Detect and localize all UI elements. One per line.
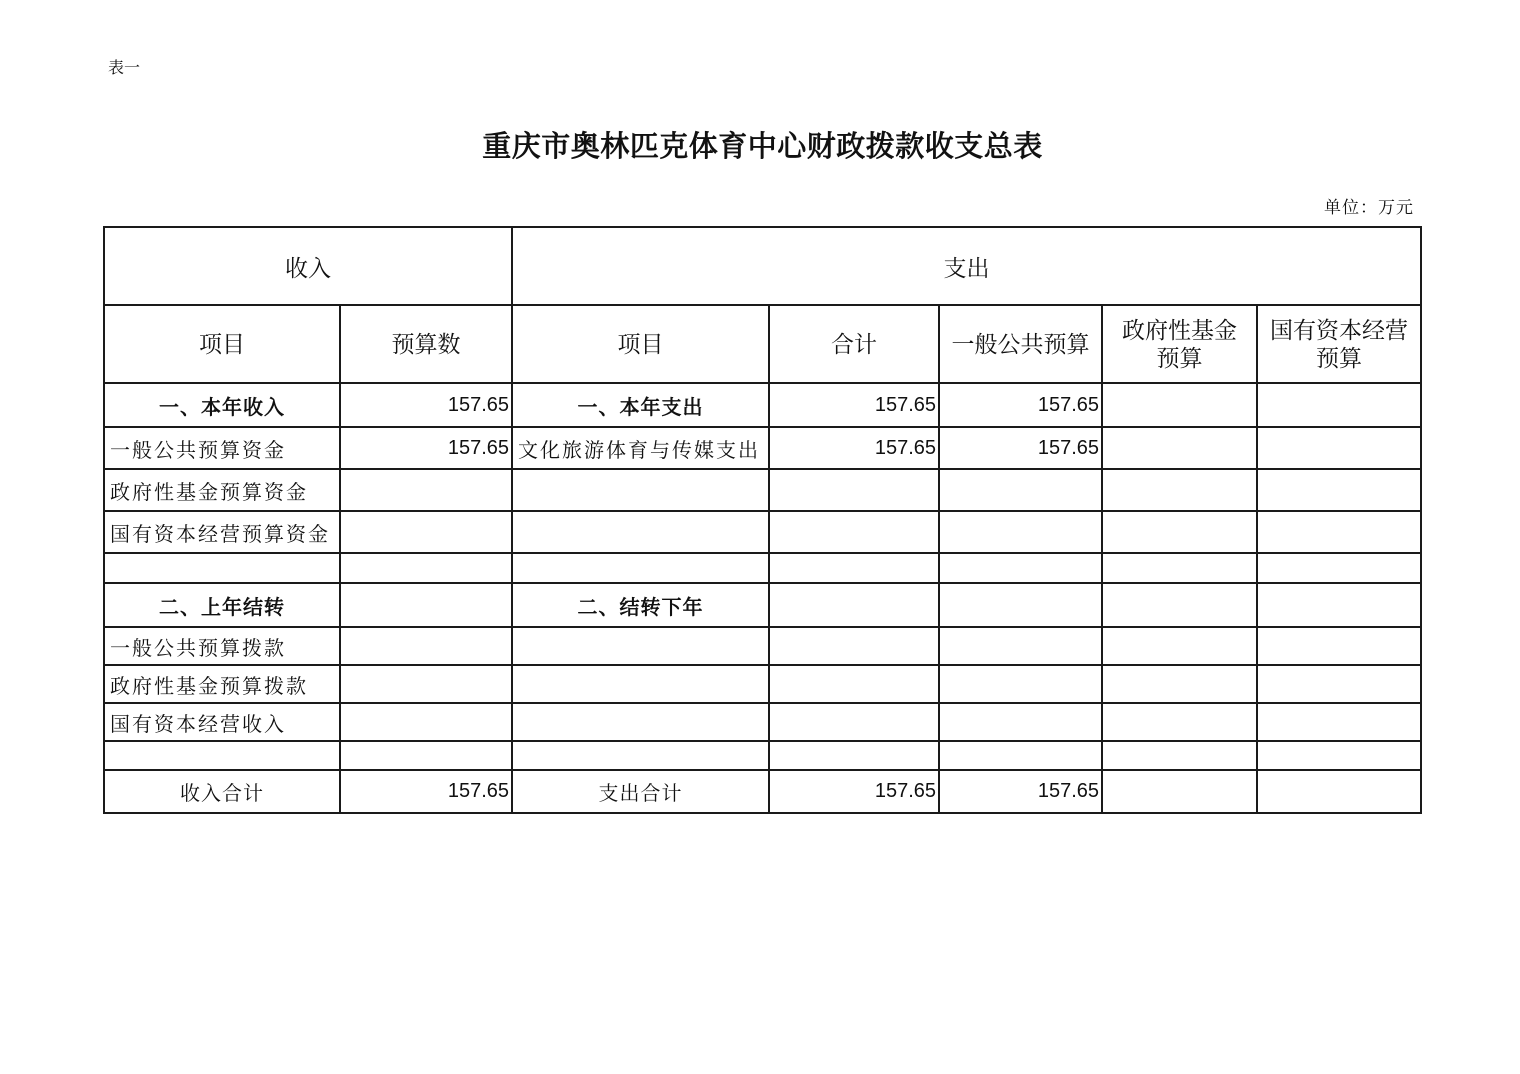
- income-group-header: 收入: [104, 227, 512, 305]
- table-row: 一、本年收入 157.65 一、本年支出 157.65 157.65: [104, 383, 1421, 427]
- col-state-capital: 国有资本经营 预算: [1257, 305, 1421, 383]
- table-number-label: 表一: [108, 58, 141, 77]
- expense-group-header: 支出: [512, 227, 1421, 305]
- col-income-item: 项目: [104, 305, 340, 383]
- col-income-budget: 预算数: [340, 305, 512, 383]
- header-group-row: [104, 227, 1421, 305]
- budget-summary-table: [103, 226, 1422, 814]
- col-general-public: 一般公共预算: [939, 305, 1102, 383]
- col-expense-item: 项目: [512, 305, 769, 383]
- table-row: 一般公共预算拨款: [104, 627, 1421, 665]
- table-row: 国有资本经营收入: [104, 703, 1421, 741]
- table-row: 二、上年结转 二、结转下年: [104, 583, 1421, 627]
- table-row: [104, 553, 1421, 583]
- unit-label: 单位：万元: [1324, 198, 1414, 218]
- column-header-row: [104, 305, 1421, 383]
- page-title: 重庆市奥林匹克体育中心财政拨款收支总表: [482, 129, 1043, 163]
- table-row: 政府性基金预算拨款: [104, 665, 1421, 703]
- col-gov-fund: 政府性基金 预算: [1102, 305, 1257, 383]
- col-total: 合计: [769, 305, 939, 383]
- table-row: 一般公共预算资金 157.65 文化旅游体育与传媒支出 157.65 157.65: [104, 427, 1421, 469]
- table-row: 国有资本经营预算资金: [104, 511, 1421, 553]
- table-row: [104, 741, 1421, 770]
- table-row: 政府性基金预算资金: [104, 469, 1421, 511]
- totals-row: 收入合计 157.65 支出合计 157.65 157.65: [104, 770, 1421, 813]
